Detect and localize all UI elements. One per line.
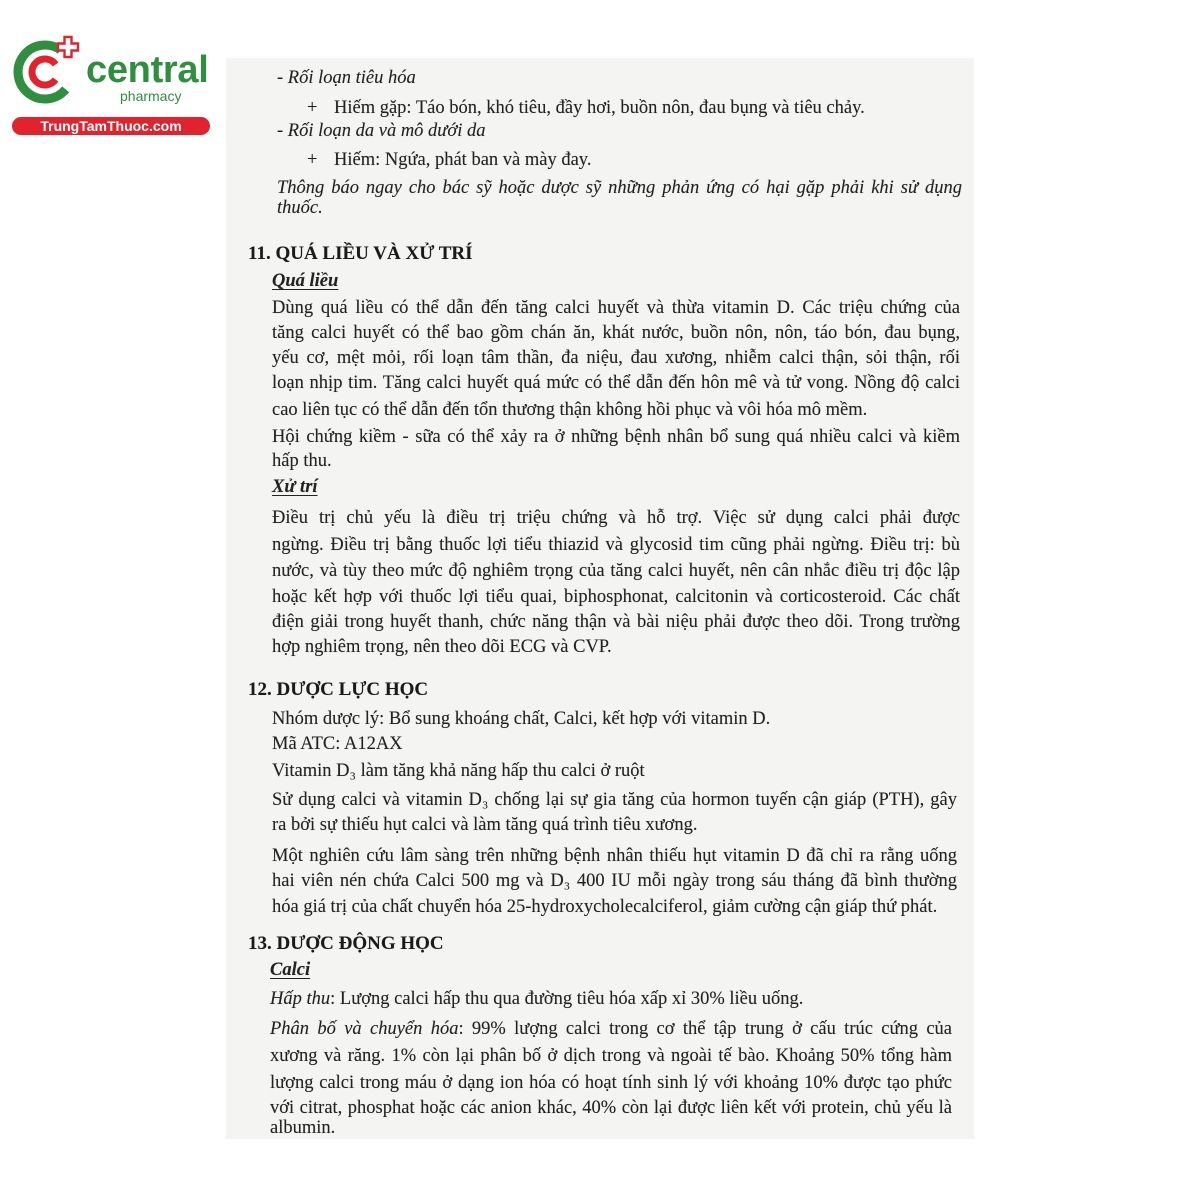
text-line: Một nghiên cứu lâm sàng trên những bệnh nhân thiếu hụt vitamin D đã chỉ ra rằng uống [272, 846, 957, 866]
side-effect-notice-line: thuốc. [277, 198, 323, 218]
text-line: hóa giá trị của chất chuyển hóa 25-hydroxycholecalciferol, giảm cường cận giáp thứ phát. [272, 897, 938, 917]
section-heading-13: 13. DƯỢC ĐỘNG HỌC [248, 933, 444, 954]
text-line: Sử dụng calci và vitamin D₃ chống lại sự gia tăng của hormon tuyến cận giáp (PTH), gây [272, 790, 957, 810]
text-line: loạn nhịp tim. Tăng calci huyết quá mức có thể dẫn đến hôn mê và tử vong. Nồng độ calci [272, 373, 960, 393]
atc-code: Mã ATC: A12AX [272, 734, 403, 754]
side-effect-notice-line: Thông báo ngay cho bác sỹ hoặc dược sỹ những phản ứng có hại gặp phải khi sử dụng [277, 178, 962, 198]
side-effect-category-skin: - Rối loạn da và mô dưới da [277, 121, 486, 141]
pharmacy-cross-logo-icon [8, 34, 88, 106]
text-line: hợp nghiêm trọng, nên theo dõi ECG và CVP. [272, 637, 612, 657]
bullet-plus: + [307, 98, 318, 118]
text-line: ngừng. Điều trị bằng thuốc lợi tiểu thiazid và glycosid tim cũng phải ngừng. Điều trị: bù [272, 535, 960, 555]
side-effect-category-digestive: - Rối loạn tiêu hóa [277, 68, 416, 88]
side-effect-item-digestive [307, 96, 865, 120]
subheading-management: Xử trí [272, 477, 318, 497]
text-line: hấp thu. [272, 451, 332, 471]
side-effect-item-skin [307, 148, 591, 172]
text-line: Dùng quá liều có thể dẫn đến tăng calci huyết và thừa vitamin D. Các triệu chứng của [272, 298, 960, 318]
text-line: lượng calci trong máu ở dạng ion hóa có hoạt tính sinh lý với khoảng 10% được tạo phức [270, 1073, 952, 1093]
subheading-calci: Calci [270, 960, 311, 980]
distribution-text: : 99% lượng calci trong cơ thể tập trung ở cấu trúc cứng của [458, 1019, 952, 1039]
absorption-label: Hấp thu [270, 989, 331, 1009]
absorption-text: : Lượng calci hấp thu qua đường tiêu hóa xấp xỉ 30% liều uống. [330, 989, 804, 1009]
text-line: hai viên nén chứa Calci 500 mg và D₃ 400 IU mỗi ngày trong sáu tháng đã bình thường [272, 871, 957, 891]
pharmacologic-group: Nhóm dược lý: Bổ sung khoáng chất, Calci, kết hợp với vitamin D. [272, 709, 771, 729]
bullet-plus: + [307, 150, 318, 170]
text-line: albumin. [270, 1118, 336, 1138]
brand-website-text: TrungTamThuoc.com [40, 118, 182, 134]
brand-tagline: pharmacy [120, 88, 182, 104]
text-line: Điều trị chủ yếu là điều trị triệu chứng và hỗ trợ. Việc sử dụng calci phải được [272, 508, 960, 528]
text-line: ra bởi sự thiếu hụt calci và làm tăng quá trình tiêu xương. [272, 815, 698, 835]
text-line: Hội chứng kiềm - sữa có thể xảy ra ở những bệnh nhân bổ sung quá nhiều calci và kiềm [272, 427, 960, 447]
text-line: điện giải trong huyết thanh, chức năng thận và bài niệu phải được theo dõi. Trong trường [272, 612, 960, 632]
text-line: Vitamin D₃ làm tăng khả năng hấp thu calci ở ruột [272, 761, 645, 781]
text-line: nước, và tùy theo mức độ nghiêm trọng của tăng calci huyết, nên cân nhắc điều trị độc lập [272, 561, 960, 581]
section-heading-11: 11. QUÁ LIỀU VÀ XỬ TRÍ [248, 243, 473, 264]
brand-name: central [86, 49, 209, 91]
side-effect-text: Hiếm gặp: Táo bón, khó tiêu, đầy hơi, buồn nôn, đau bụng và tiêu chảy. [334, 98, 865, 118]
text-line: tăng calci huyết có thể bao gồm chán ăn, khát nước, buồn nôn, nôn, táo bón, đau bụng, [272, 323, 960, 343]
text-line: hoặc kết hợp với thuốc lợi tiểu quai, biphosphonat, calcitonin và corticosteroid. Các chất [272, 587, 960, 607]
side-effect-text: Hiếm: Ngứa, phát ban và mày đay. [334, 150, 592, 170]
text-line: xương và răng. 1% còn lại phân bố ở dịch trong và ngoài tế bào. Khoảng 50% tổng hàm [270, 1046, 952, 1066]
brand-website-badge [12, 117, 210, 135]
text-line: cao liên tục có thể dẫn đến tổn thương thận không hồi phục và vôi hóa mô mềm. [272, 400, 868, 420]
subheading-overdose: Quá liều [272, 271, 339, 291]
absorption-line [270, 987, 952, 1011]
distribution-line [270, 1017, 952, 1041]
section-heading-12: 12. DƯỢC LỰC HỌC [248, 679, 429, 700]
distribution-label: Phân bố và chuyển hóa [270, 1019, 459, 1039]
text-line: yếu cơ, mệt mỏi, rối loạn tâm thần, đa niệu, đau xương, nhiễm calci thận, sỏi thận, rối [272, 348, 960, 368]
text-line: với citrat, phosphat hoặc các anion khác, 40% còn lại được liên kết với protein, chủ yếu là [270, 1098, 952, 1118]
